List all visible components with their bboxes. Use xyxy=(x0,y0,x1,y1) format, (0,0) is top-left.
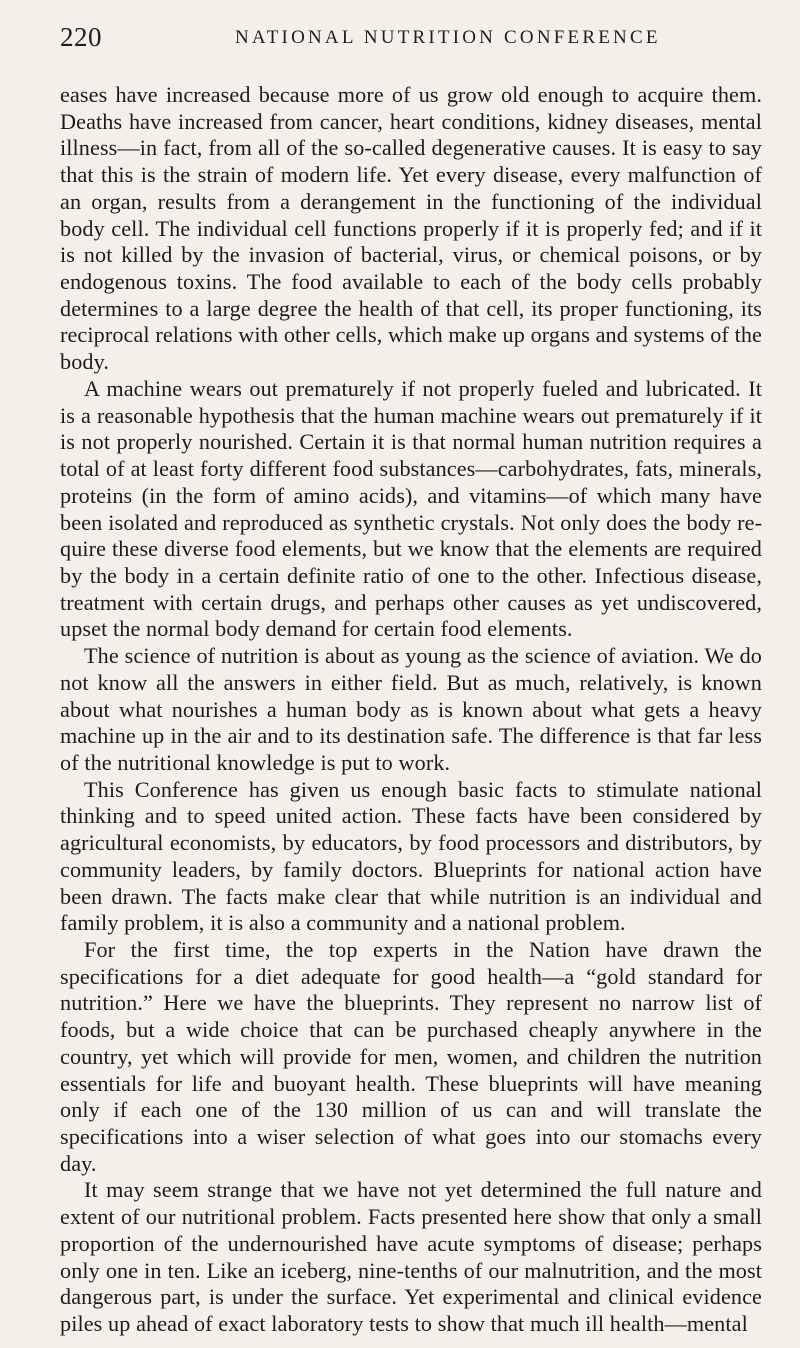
page-number: 220 xyxy=(60,22,102,52)
running-title: NATIONAL NUTRITION CONFERENCE xyxy=(235,27,661,48)
paragraph-iceberg: It may seem strange that we have not yet determined the full nature and extent of our nutritional problem. Facts presented here show that only a small proportion of the undernourished have acute symptoms of disease; perhaps only one in ten. Like an iceberg, nine-tenths of our malnutrition, and the most dangerous part, is under the surface. Yet experimental and clinical evidence piles up ahead of exact laboratory tests to show that much ill health—mental xyxy=(60,1177,762,1337)
paragraph-conference-facts: This Conference has given us enough basic facts to stimulate national thinking and to speed united action. These facts have been considered by agricultural economists, by educators, by food processors and distributors, by community leaders, by family doctors. Blueprints for national action have been drawn. The facts make clear that while nutrition is an individual and family problem, it is also a community and a national problem. xyxy=(60,776,762,936)
paragraph-science-of-nutrition: The science of nutrition is about as young as the science of aviation. We do not know all the answers in either field. But as much, relatively, is known about what nourishes a human body as is known about what gets a heavy machine up in the air and to its destination safe. The difference is that far less of the nutritional knowledge is put to work. xyxy=(60,643,762,775)
paragraph-degenerative-causes: eases have increased because more of us grow old enough to acquire them. Deaths have increased from cancer, heart conditions, kidney diseases, mental illness—in fact, from all of the so-called degenerative causes. It is easy to say that this is the strain of modern life. Yet every disease, every malfunction of an organ, results from a derangement in the functioning of the individual body cell. The individual cell functions properly if it is properly fed; and if it is not killed by the invasion of bacterial, virus, or chemical poisons, or by endogenous toxins. The food available to each of the body cells probably determines to a large degree the health of that cell, its proper functioning, its reciprocal relations with other cells, which make up organs and systems of the body. xyxy=(60,82,762,375)
running-head xyxy=(60,18,760,54)
paragraph-gold-standard: For the first time, the top experts in the Nation have drawn the specifications for a diet adequate for good health—a “gold standard for nutrition.” Here we have the blueprints. They represent no narrow list of foods, but a wide choice that can be purchased cheaply anywhere in the country, yet which will provide for men, women, and children the nutrition essentials for life and buoyant health. These blueprints will have meaning only if each one of the 130 million of us can and will translate the specifications into a wiser selection of what goes into our stomachs every day. xyxy=(60,937,762,1176)
body-text xyxy=(60,82,762,1338)
paragraph-human-machine: A machine wears out prematurely if not properly fueled and lubricated. It is a reasonable hypothesis that the human machine wears out prematurely if it is not properly nourished. Certain it is that normal human nutrition requires a total of at least forty different food substances—carbohydrates, fats, minerals, proteins (in the form of amino acids), and vitamins—of which many have been isolated and reproduced as synthetic crystals. Not only does the body require these diverse food elements, but we know that the elements are required by the body in a certain definite ratio of one to the other. Infectious disease, treatment with certain drugs, and perhaps other causes as yet undiscovered, upset the normal body demand for certain food elements. xyxy=(60,375,762,642)
